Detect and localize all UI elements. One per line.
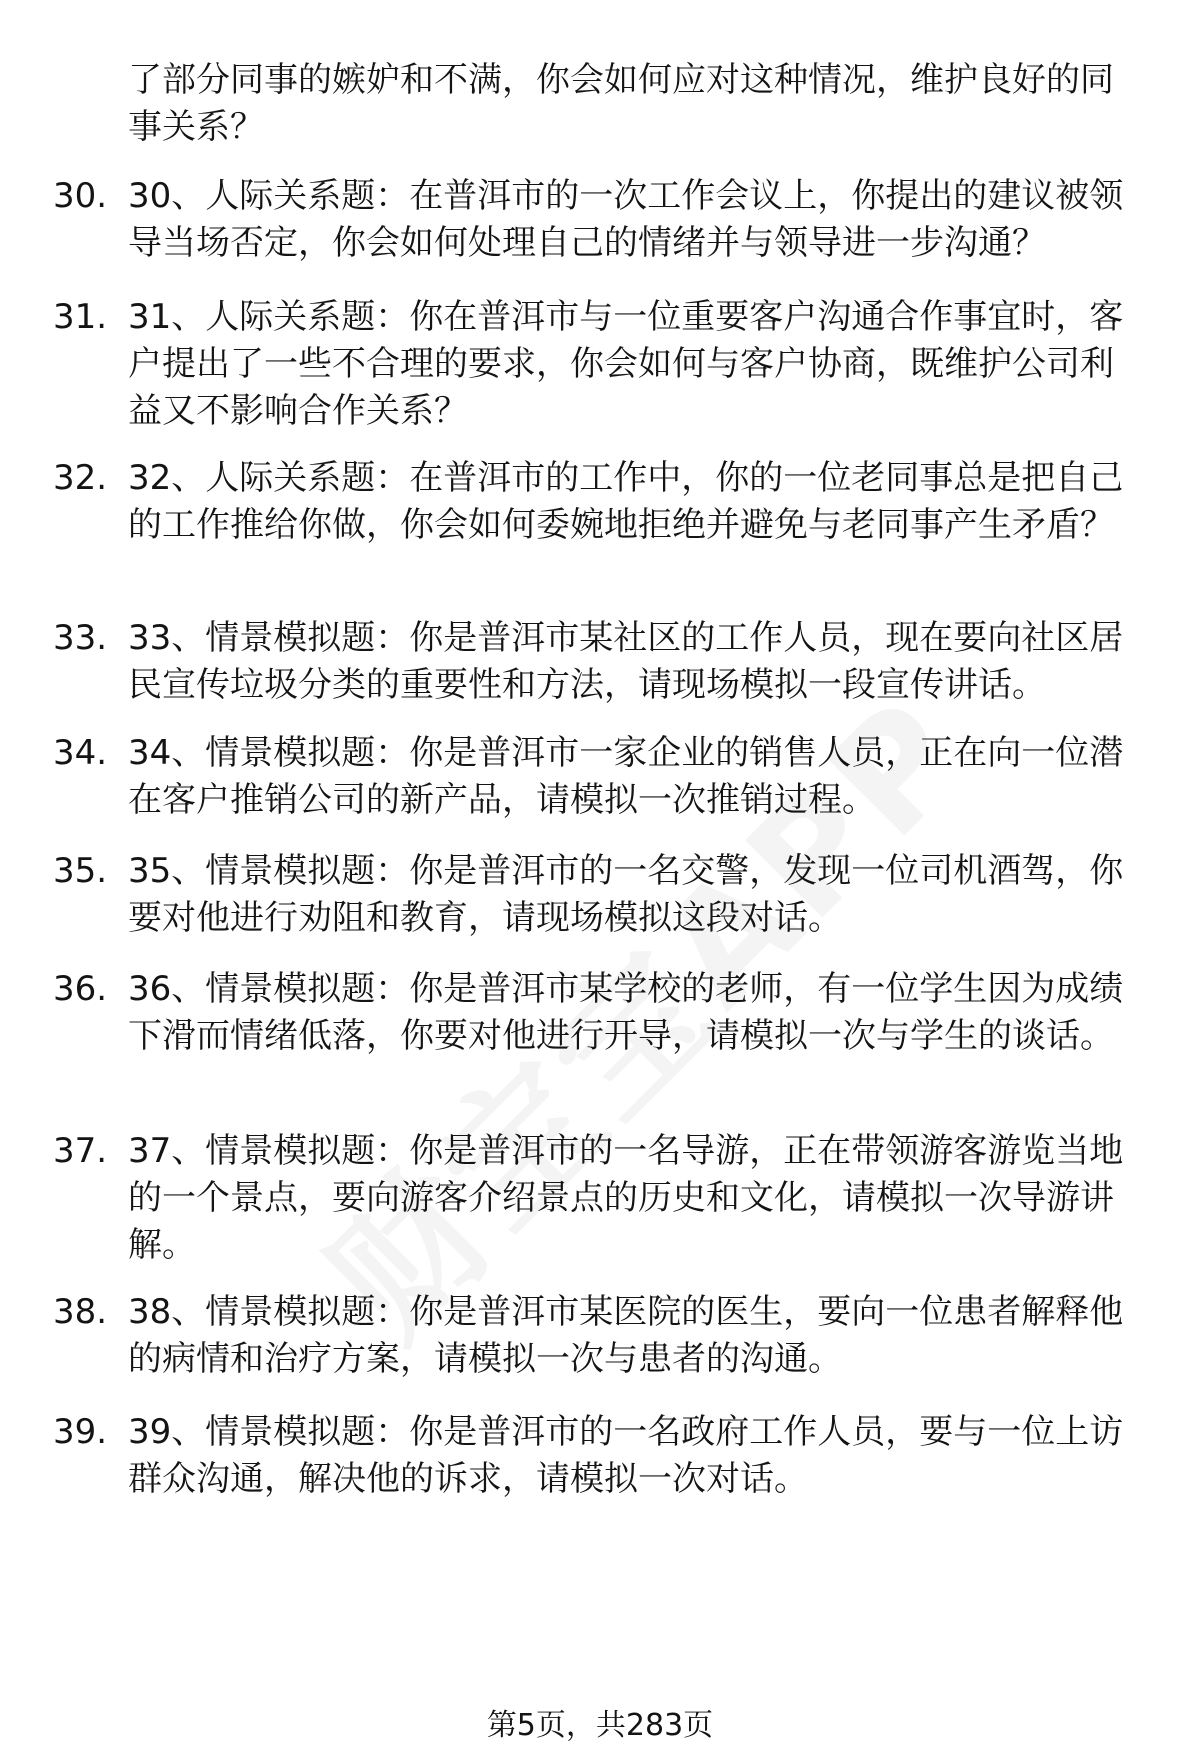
item-text: 38、情景模拟题：你是普洱市某医院的医生，要向一位患者解释他的病情和治疗方案，请模拟一次与患者的沟通。 [128,1292,1124,1379]
item-number: 37. [53,1131,108,1171]
continued-paragraph: 了部分同事的嫉妒和不满，你会如何应对这种情况，维护良好的同事关系？ [128,60,1114,147]
item-text: 34、情景模拟题：你是普洱市一家企业的销售人员，正在向一位潜在客户推销公司的新产品，请模拟一次推销过程。 [128,733,1124,820]
item-text: 30、人际关系题：在普洱市的一次工作会议上，你提出的建议被领导当场否定，你会如何处理自己的情绪并与领导进一步沟通？ [128,176,1124,263]
item-number: 38. [53,1292,108,1332]
item-text: 37、情景模拟题：你是普洱市的一名导游，正在带领游客游览当地的一个景点，要向游客介绍景点的历史和文化，请模拟一次导游讲解。 [128,1131,1124,1265]
item-text: 31、人际关系题：你在普洱市与一位重要客户沟通合作事宜时，客户提出了一些不合理的要求，你会如何与客户协商，既维护公司利益又不影响合作关系？ [128,297,1124,431]
item-number: 32. [53,458,108,498]
item-number: 30. [53,176,108,216]
item-text: 39、情景模拟题：你是普洱市的一名政府工作人员，要与一位上访群众沟通，解决他的诉求，请模拟一次对话。 [128,1412,1124,1499]
item-number: 33. [53,618,108,658]
item-text: 36、情景模拟题：你是普洱市某学校的老师，有一位学生因为成绩下滑而情绪低落，你要对他进行开导，请模拟一次与学生的谈话。 [128,969,1124,1056]
item-number: 31. [53,297,108,337]
page-footer: 第5页，共283页 [486,1708,714,1743]
item-text: 32、人际关系题：在普洱市的工作中，你的一位老同事总是把自己的工作推给你做，你会如何委婉地拒绝并避免与老同事产生矛盾？ [128,458,1124,545]
item-number: 35. [53,851,108,891]
item-text: 35、情景模拟题：你是普洱市的一名交警，发现一位司机酒驾，你要对他进行劝阻和教育，请现场模拟这段对话。 [128,851,1124,938]
item-number: 39. [53,1412,108,1452]
item-number: 34. [53,733,108,773]
item-text: 33、情景模拟题：你是普洱市某社区的工作人员，现在要向社区居民宣传垃圾分类的重要性和方法，请现场模拟一段宣传讲话。 [128,618,1124,705]
item-number: 36. [53,969,108,1009]
